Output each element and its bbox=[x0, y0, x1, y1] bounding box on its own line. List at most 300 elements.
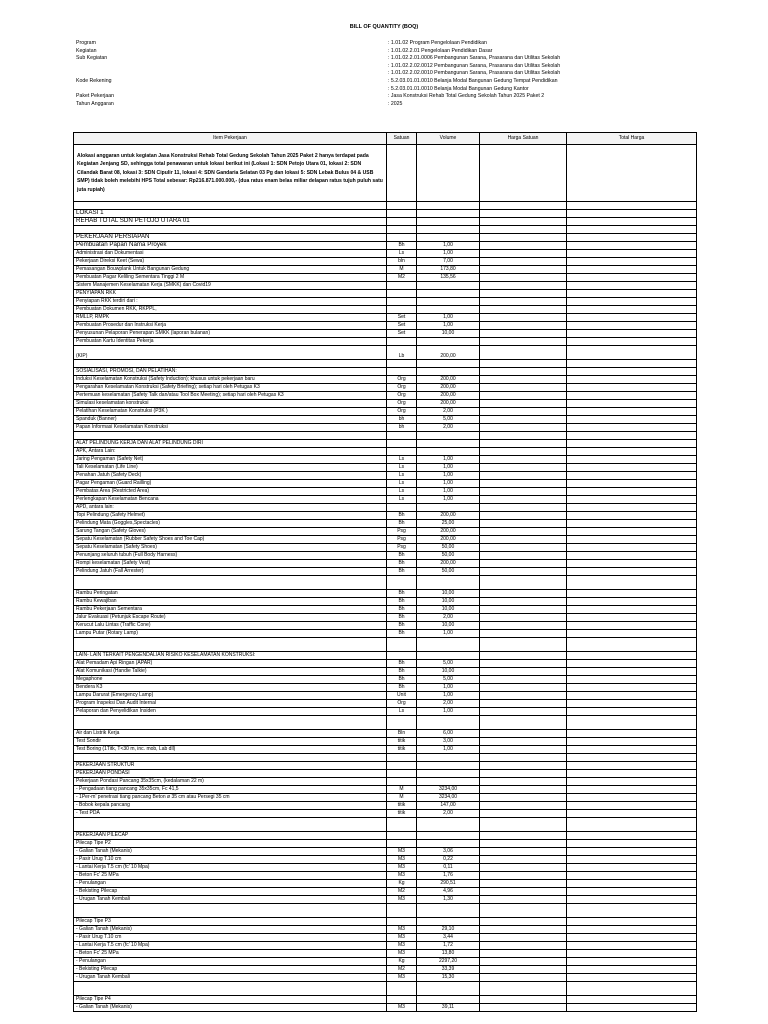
unit-cell bbox=[387, 306, 417, 314]
unit-price-cell bbox=[480, 848, 567, 856]
unit-cell: Psg bbox=[387, 544, 417, 552]
unit-cell: Bln bbox=[387, 730, 417, 738]
table-row bbox=[74, 896, 697, 904]
table-row bbox=[74, 762, 697, 770]
total-price-cell bbox=[567, 716, 697, 730]
unit-cell: Bh bbox=[387, 568, 417, 576]
table-row bbox=[74, 576, 697, 590]
item-cell: Pelindung Mata (Goggles,Spectacles) bbox=[74, 520, 387, 528]
volume-cell: 50,00 bbox=[417, 544, 480, 552]
unit-cell bbox=[387, 448, 417, 456]
unit-price-cell bbox=[480, 786, 567, 794]
volume-cell bbox=[417, 226, 480, 234]
item-cell bbox=[74, 360, 387, 368]
unit-cell: Lb bbox=[387, 346, 417, 360]
table-row bbox=[74, 974, 697, 982]
unit-price-cell bbox=[480, 576, 567, 590]
total-price-cell bbox=[567, 432, 697, 440]
unit-price-cell bbox=[480, 652, 567, 660]
volume-cell bbox=[417, 306, 480, 314]
volume-cell: 1,00 bbox=[417, 746, 480, 754]
total-price-cell bbox=[567, 762, 697, 770]
volume-cell bbox=[417, 996, 480, 1004]
meta-label: Kegiatan bbox=[76, 47, 97, 54]
item-cell: Jalur Evakuasi (Petunjuk Escape Route) bbox=[74, 614, 387, 622]
item-cell: Topi Pelindung (Safety Helmet) bbox=[74, 512, 387, 520]
item-cell: Rambu Kewajiban bbox=[74, 598, 387, 606]
volume-cell: 3234,00 bbox=[417, 794, 480, 802]
unit-price-cell bbox=[480, 226, 567, 234]
item-cell: - Beton Fc' 25 MPa bbox=[74, 950, 387, 958]
table-row bbox=[74, 210, 697, 218]
table-row bbox=[74, 480, 697, 488]
item-cell: Rompi keselamatan (Safety Vest) bbox=[74, 560, 387, 568]
item-cell: LOKASI 1 bbox=[74, 210, 387, 218]
unit-price-cell bbox=[480, 330, 567, 338]
unit-price-cell bbox=[480, 504, 567, 512]
volume-cell: 10,00 bbox=[417, 606, 480, 614]
unit-cell bbox=[387, 440, 417, 448]
total-price-cell bbox=[567, 778, 697, 786]
table-row bbox=[74, 392, 697, 400]
unit-price-cell bbox=[480, 306, 567, 314]
volume-cell: 3,00 bbox=[417, 738, 480, 746]
unit-price-cell bbox=[480, 202, 567, 210]
volume-cell bbox=[417, 840, 480, 848]
unit-cell bbox=[387, 234, 417, 242]
table-row bbox=[74, 794, 697, 802]
table-row bbox=[74, 448, 697, 456]
volume-cell: 10,00 bbox=[417, 330, 480, 338]
table-row bbox=[74, 512, 697, 520]
volume-cell: 6,00 bbox=[417, 730, 480, 738]
boq-table bbox=[73, 132, 697, 1012]
unit-cell bbox=[387, 218, 417, 226]
meta-value: : Jasa Konstruksi Rehab Total Gedung Sekolah Tahun 2025 Paket 2 bbox=[388, 93, 545, 100]
volume-cell bbox=[417, 904, 480, 918]
total-price-cell bbox=[567, 266, 697, 274]
total-price-cell bbox=[567, 1004, 697, 1012]
unit-cell: Kg bbox=[387, 958, 417, 966]
unit-price-cell bbox=[480, 480, 567, 488]
volume-cell bbox=[417, 298, 480, 306]
volume-cell: 39,11 bbox=[417, 1004, 480, 1012]
unit-price-cell bbox=[480, 448, 567, 456]
volume-cell bbox=[417, 368, 480, 376]
item-cell: - Pengadaan tiang pancang 35x35cm, Fc 41,5 bbox=[74, 786, 387, 794]
volume-cell: 200,00 bbox=[417, 536, 480, 544]
total-price-cell bbox=[567, 598, 697, 606]
unit-price-cell bbox=[480, 730, 567, 738]
item-cell: Pembuatan Prosedur dan Instruksi Kerja bbox=[74, 322, 387, 330]
table-row bbox=[74, 668, 697, 676]
volume-cell: 135,56 bbox=[417, 274, 480, 282]
table-row bbox=[74, 560, 697, 568]
volume-cell: 3234,00 bbox=[417, 786, 480, 794]
total-price-cell bbox=[567, 904, 697, 918]
volume-cell: 3,06 bbox=[417, 848, 480, 856]
total-price-cell bbox=[567, 708, 697, 716]
item-cell: - Lantai Kerja T.5 cm (fc' 10 Mpa) bbox=[74, 864, 387, 872]
total-price-cell bbox=[567, 560, 697, 568]
volume-cell bbox=[417, 338, 480, 346]
table-row bbox=[74, 504, 697, 512]
unit-cell: Bh bbox=[387, 520, 417, 528]
unit-cell: Bh bbox=[387, 668, 417, 676]
meta-label: Tahun Anggaran bbox=[76, 100, 114, 107]
volume-cell bbox=[417, 282, 480, 290]
item-cell: - Lantai Kerja T.5 cm (fc' 10 Mpa) bbox=[74, 942, 387, 950]
item-cell: APK, Antara Lain: bbox=[74, 448, 387, 456]
total-price-cell bbox=[567, 408, 697, 416]
unit-price-cell bbox=[480, 432, 567, 440]
table-row bbox=[74, 400, 697, 408]
header-unit-price: Harga Satuan bbox=[480, 133, 567, 145]
unit-cell: Set bbox=[387, 322, 417, 330]
item-cell: Pilecap Tipe P2 bbox=[74, 840, 387, 848]
total-price-cell bbox=[567, 746, 697, 754]
volume-cell: 1,72 bbox=[417, 942, 480, 950]
unit-price-cell bbox=[480, 700, 567, 708]
unit-price-cell bbox=[480, 258, 567, 266]
item-cell bbox=[74, 226, 387, 234]
total-price-cell bbox=[567, 692, 697, 700]
unit-cell: Set bbox=[387, 330, 417, 338]
meta-value: : 1.01.02 Program Pengelolaan Pendidikan bbox=[388, 40, 487, 46]
table-row bbox=[74, 590, 697, 598]
total-price-cell bbox=[567, 250, 697, 258]
unit-price-cell bbox=[480, 496, 567, 504]
volume-cell: 7,00 bbox=[417, 258, 480, 266]
item-cell: Administrasi dan Dokumentasi bbox=[74, 250, 387, 258]
unit-cell: M3 bbox=[387, 926, 417, 934]
item-cell bbox=[74, 202, 387, 210]
item-cell: PEKERJAAN PONDASI bbox=[74, 770, 387, 778]
item-cell: - Galian Tanah (Mekanis) bbox=[74, 1004, 387, 1012]
unit-cell bbox=[387, 360, 417, 368]
unit-cell: Ls bbox=[387, 472, 417, 480]
table-row bbox=[74, 888, 697, 896]
item-cell: Penyusunan Pelaporan Penerapan SMKK (laporan bulanan) bbox=[74, 330, 387, 338]
total-price-cell bbox=[567, 638, 697, 652]
header-volume: Volume bbox=[417, 133, 480, 145]
volume-cell: 10,00 bbox=[417, 622, 480, 630]
table-row bbox=[74, 730, 697, 738]
table-row bbox=[74, 536, 697, 544]
table-row bbox=[74, 274, 697, 282]
unit-cell: bh bbox=[387, 416, 417, 424]
unit-cell bbox=[387, 652, 417, 660]
unit-price-cell bbox=[480, 282, 567, 290]
item-cell bbox=[74, 716, 387, 730]
unit-price-cell bbox=[480, 982, 567, 996]
unit-cell: M bbox=[387, 794, 417, 802]
table-row bbox=[74, 848, 697, 856]
unit-price-cell bbox=[480, 250, 567, 258]
total-price-cell bbox=[567, 668, 697, 676]
total-price-cell bbox=[567, 818, 697, 832]
unit-cell: Unit bbox=[387, 692, 417, 700]
unit-cell: Bh bbox=[387, 512, 417, 520]
unit-price-cell bbox=[480, 770, 567, 778]
total-price-cell bbox=[567, 488, 697, 496]
volume-cell: 1,00 bbox=[417, 488, 480, 496]
unit-price-cell bbox=[480, 290, 567, 298]
meta-row bbox=[76, 70, 696, 78]
item-cell: - Pasir Urug T.10 cm bbox=[74, 934, 387, 942]
total-price-cell bbox=[567, 456, 697, 464]
total-price-cell bbox=[567, 274, 697, 282]
unit-price-cell bbox=[480, 660, 567, 668]
unit-cell: Set bbox=[387, 314, 417, 322]
unit-price-cell bbox=[480, 630, 567, 638]
table-row bbox=[74, 786, 697, 794]
table-row bbox=[74, 660, 697, 668]
table-row bbox=[74, 226, 697, 234]
item-cell: Program Inspeksi Dan Audit Internal bbox=[74, 700, 387, 708]
item-cell: Induksi Keselamatan Konstruksi (Safety Induction); khusus untuk pekerjaan baru bbox=[74, 376, 387, 384]
table-row bbox=[74, 314, 697, 322]
item-cell: Pembuatan Dokumen RKK, RKPPL, bbox=[74, 306, 387, 314]
total-price-cell bbox=[567, 810, 697, 818]
item-cell: Test Sondir bbox=[74, 738, 387, 746]
unit-cell: Bh bbox=[387, 590, 417, 598]
volume-cell: 1,00 bbox=[417, 242, 480, 250]
item-cell: Penyiapan RKK terdiri dari : bbox=[74, 298, 387, 306]
meta-value: : 1.01.02.2.02.0010 Pembangunan Sarana, Prasarana dan Utilitas Sekolah bbox=[388, 70, 561, 77]
unit-price-cell bbox=[480, 528, 567, 536]
unit-price-cell bbox=[480, 692, 567, 700]
unit-price-cell bbox=[480, 840, 567, 848]
unit-cell: Bh bbox=[387, 684, 417, 692]
table-row bbox=[74, 810, 697, 818]
total-price-cell bbox=[567, 472, 697, 480]
unit-price-cell bbox=[480, 864, 567, 872]
meta-value: : 1.01.02.2.02.0012 Pembangunan Sarana, Prasarana dan Utilitas Sekolah bbox=[388, 62, 561, 69]
total-price-cell bbox=[567, 496, 697, 504]
unit-price-cell bbox=[480, 802, 567, 810]
unit-price-cell bbox=[480, 242, 567, 250]
total-price-cell bbox=[567, 864, 697, 872]
volume-cell: 25,00 bbox=[417, 520, 480, 528]
unit-price-cell bbox=[480, 778, 567, 786]
item-cell: Sistem Manajemen Keselamatan Kerja (SMKK) dan Covid19 bbox=[74, 282, 387, 290]
total-price-cell bbox=[567, 576, 697, 590]
item-cell: Pelindung Jatuh (Fall Arrester) bbox=[74, 568, 387, 576]
total-price-cell bbox=[567, 958, 697, 966]
volume-cell: 200,00 bbox=[417, 528, 480, 536]
item-cell: Kerucut Lalu Lintas (Traffic Cone) bbox=[74, 622, 387, 630]
volume-cell bbox=[417, 762, 480, 770]
total-price-cell bbox=[567, 802, 697, 810]
volume-cell: 4,96 bbox=[417, 888, 480, 896]
table-row bbox=[74, 818, 697, 832]
volume-cell bbox=[417, 778, 480, 786]
unit-price-cell bbox=[480, 832, 567, 840]
total-price-cell bbox=[567, 622, 697, 630]
item-cell: Papan Informasi Keselamatan Konstruksi bbox=[74, 424, 387, 432]
unit-price-cell bbox=[480, 544, 567, 552]
meta-row bbox=[76, 86, 696, 94]
table-row bbox=[74, 614, 697, 622]
unit-price-cell bbox=[480, 896, 567, 904]
volume-cell: 2,00 bbox=[417, 810, 480, 818]
unit-price-cell bbox=[480, 872, 567, 880]
unit-cell: M3 bbox=[387, 848, 417, 856]
unit-cell: Ls bbox=[387, 250, 417, 258]
unit-cell: M2 bbox=[387, 274, 417, 282]
unit-cell: Bh bbox=[387, 606, 417, 614]
unit-price-cell bbox=[480, 536, 567, 544]
meta-label: Sub Kegiatan bbox=[76, 55, 108, 62]
total-price-cell bbox=[567, 880, 697, 888]
unit-price-cell bbox=[480, 606, 567, 614]
unit-cell: M2 bbox=[387, 888, 417, 896]
unit-cell bbox=[387, 982, 417, 996]
unit-cell bbox=[387, 298, 417, 306]
total-price-cell bbox=[567, 376, 697, 384]
item-cell bbox=[74, 904, 387, 918]
item-cell: Lampu Darurat (Emergency Lamp) bbox=[74, 692, 387, 700]
table-row bbox=[74, 330, 697, 338]
document-title: BILL OF QUANTITY (BOQ) bbox=[349, 24, 419, 30]
item-cell: APD, antara lain: bbox=[74, 504, 387, 512]
unit-price-cell bbox=[480, 408, 567, 416]
unit-price-cell bbox=[480, 746, 567, 754]
total-price-cell bbox=[567, 676, 697, 684]
unit-price-cell bbox=[480, 818, 567, 832]
unit-cell bbox=[387, 226, 417, 234]
unit-cell: M3 bbox=[387, 872, 417, 880]
unit-cell bbox=[387, 996, 417, 1004]
item-cell: PENYIAPAN RKK bbox=[74, 290, 387, 298]
total-price-cell bbox=[567, 974, 697, 982]
unit-price-cell bbox=[480, 794, 567, 802]
volume-cell bbox=[417, 290, 480, 298]
volume-cell bbox=[417, 234, 480, 242]
item-cell: Test Boring (1Titk, T<30 m, inc. mob, Lab dll) bbox=[74, 746, 387, 754]
table-row bbox=[74, 250, 697, 258]
unit-price-cell bbox=[480, 926, 567, 934]
item-cell: LAIN- LAIN TERKAIT PENGENDALIAN RISIKO KESELAMATAN KONSTRUKSI: bbox=[74, 652, 387, 660]
item-cell: Tali Keselamatan (Life Line) bbox=[74, 464, 387, 472]
table-row bbox=[74, 856, 697, 864]
unit-price-cell bbox=[480, 996, 567, 1004]
volume-cell bbox=[417, 716, 480, 730]
table-row bbox=[74, 598, 697, 606]
unit-cell: Org bbox=[387, 384, 417, 392]
unit-cell bbox=[387, 840, 417, 848]
volume-cell: 200,00 bbox=[417, 560, 480, 568]
table-row bbox=[74, 416, 697, 424]
item-cell: Sepatu Keselamatan (Rubber Safety Shoes and Toe Cap) bbox=[74, 536, 387, 544]
volume-cell bbox=[417, 360, 480, 368]
table-row bbox=[74, 376, 697, 384]
volume-cell: 5,00 bbox=[417, 660, 480, 668]
total-price-cell bbox=[567, 258, 697, 266]
table-row bbox=[74, 754, 697, 762]
unit-cell: M3 bbox=[387, 942, 417, 950]
item-cell bbox=[74, 754, 387, 762]
unit-price-cell bbox=[480, 684, 567, 692]
total-price-cell bbox=[567, 226, 697, 234]
table-row bbox=[74, 918, 697, 926]
unit-price-cell bbox=[480, 274, 567, 282]
item-cell: Sarung Tangan (Safety Gloves) bbox=[74, 528, 387, 536]
volume-cell: 1,00 bbox=[417, 684, 480, 692]
total-price-cell bbox=[567, 416, 697, 424]
table-row bbox=[74, 552, 697, 560]
unit-cell: M3 bbox=[387, 864, 417, 872]
item-cell: Pilecap Tipe P4 bbox=[74, 996, 387, 1004]
meta-value: : 2025 bbox=[388, 100, 403, 107]
unit-price-cell bbox=[480, 512, 567, 520]
item-cell: Pembuatan Pagar Keliling Sementara Tinggi 2 M bbox=[74, 274, 387, 282]
table-row bbox=[74, 282, 697, 290]
meta-row bbox=[76, 40, 696, 48]
item-cell: PEKERJAAN PERSIAPAN bbox=[74, 234, 387, 242]
table-row bbox=[74, 996, 697, 1004]
meta-value: : 1.01.02.2.01.0006 Pembangunan Sarana, Prasarana dan Utilitas Sekolah bbox=[388, 55, 561, 62]
unit-price-cell bbox=[480, 360, 567, 368]
unit-cell: Ls bbox=[387, 464, 417, 472]
volume-cell bbox=[417, 440, 480, 448]
volume-cell bbox=[417, 448, 480, 456]
table-row bbox=[74, 234, 697, 242]
table-row bbox=[74, 258, 697, 266]
unit-price-cell bbox=[480, 934, 567, 942]
total-price-cell bbox=[567, 528, 697, 536]
item-cell: - Bekisting Pilecap bbox=[74, 888, 387, 896]
total-price-cell bbox=[567, 888, 697, 896]
item-cell: Pertemuan keselamatan (Safety Talk dan/atau Tool Box Meeting); setiap hari oleh Petugas K3 bbox=[74, 392, 387, 400]
table-row bbox=[74, 840, 697, 848]
unit-cell: M2 bbox=[387, 966, 417, 974]
item-cell: - Bekisting Pilecap bbox=[74, 966, 387, 974]
table-row bbox=[74, 528, 697, 536]
volume-cell: 1,00 bbox=[417, 708, 480, 716]
total-price-cell bbox=[567, 544, 697, 552]
table-row bbox=[74, 408, 697, 416]
total-price-cell bbox=[567, 384, 697, 392]
volume-cell: 2,00 bbox=[417, 614, 480, 622]
total-price-cell bbox=[567, 360, 697, 368]
item-cell: Alat Komunikasi (Handie Talkie) bbox=[74, 668, 387, 676]
volume-cell: 200,00 bbox=[417, 384, 480, 392]
item-cell bbox=[74, 432, 387, 440]
meta-row bbox=[76, 93, 696, 101]
total-price-cell bbox=[567, 996, 697, 1004]
table-row bbox=[74, 738, 697, 746]
unit-price-cell bbox=[480, 738, 567, 746]
total-price-cell bbox=[567, 338, 697, 346]
unit-cell: Bh bbox=[387, 614, 417, 622]
unit-cell bbox=[387, 778, 417, 786]
unit-price-cell bbox=[480, 638, 567, 652]
meta-row bbox=[76, 101, 696, 109]
total-price-cell bbox=[567, 684, 697, 692]
unit-price-cell bbox=[480, 338, 567, 346]
unit-cell: M3 bbox=[387, 934, 417, 942]
unit-price-cell bbox=[480, 942, 567, 950]
volume-cell bbox=[417, 982, 480, 996]
item-cell: - Test PDA bbox=[74, 810, 387, 818]
meta-row bbox=[76, 63, 696, 71]
total-price-cell bbox=[567, 652, 697, 660]
unit-price-cell bbox=[480, 298, 567, 306]
volume-cell: 1,00 bbox=[417, 250, 480, 258]
unit-cell: Bh bbox=[387, 622, 417, 630]
